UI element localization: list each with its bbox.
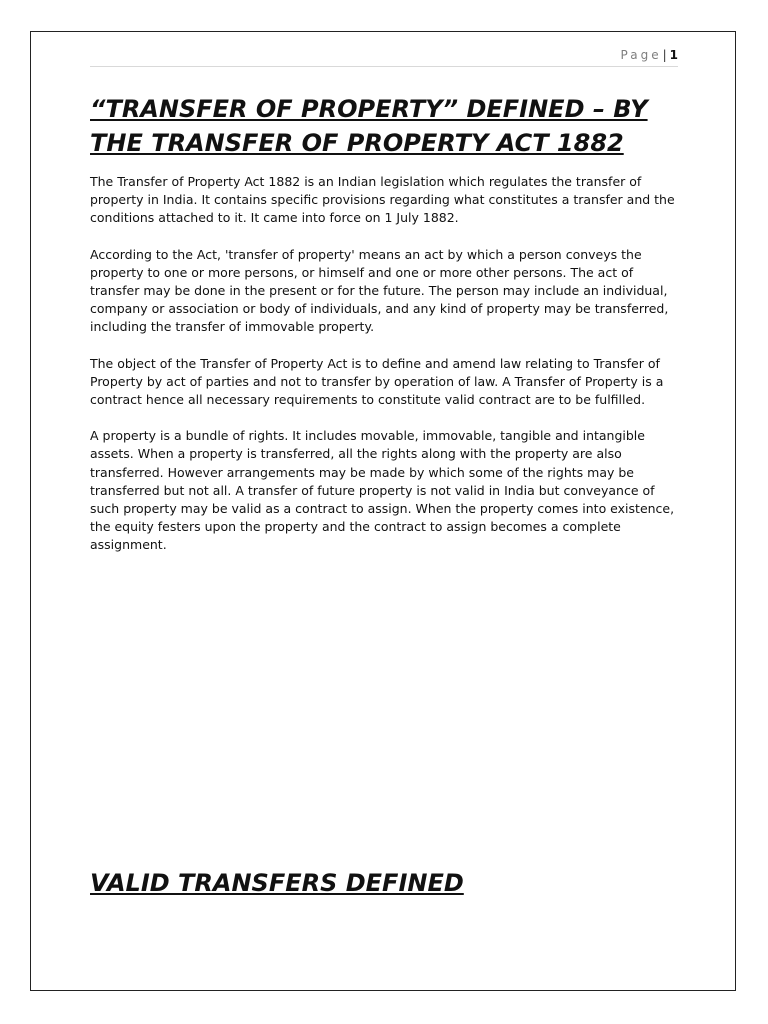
paragraph-1: The Transfer of Property Act 1882 is an Indian legislation which regulates the transfer of property in India. It contains specific provisions regarding what constitutes a transfer and the conditions attached to it. It came into force on 1 July 1882. [90, 174, 675, 226]
document-title-line-1: “TRANSFER OF PROPERTY” DEFINED – BY [90, 95, 648, 123]
paragraph-3: The object of the Transfer of Property Act is to define and amend law relating to Transfer of Property by act of parties and not to transfer by operation of law. A Transfer of Property is a contract hence all necessary requirements to constitute valid contract are to be fulfilled. [90, 355, 664, 408]
page-separator: | [662, 48, 667, 62]
page-number: 1 [669, 48, 678, 62]
page-header [90, 46, 678, 67]
paragraph-2: According to the Act, 'transfer of property' means an act by which a person conveys the property to one or more persons, or himself and one or more other persons. The act of transfer may be done in the present or for the future. The person may include an individual, company or association or body of individuals, and any kind of property may be transferred, including the transfer of immovable property. [90, 246, 669, 335]
section-heading: VALID TRANSFERS DEFINED [90, 869, 464, 897]
document-body [90, 173, 682, 573]
document-title [90, 92, 690, 160]
page-label: Page [620, 48, 662, 62]
document-title-line-2: THE TRANSFER OF PROPERTY ACT 1882 [90, 129, 624, 157]
paragraph-4: A property is a bundle of rights. It includes movable, immovable, tangible and intangible assets. When a property is transferred, all the rights along with the property are also transferred. However arrangements may be made by which some of the rights may be transferred but not all. A transfer of future property is not valid in India but conveyance of such property may be valid as a contract to assign. When the property comes into existence, the equity festers upon the property and the contract to assign becomes a complete assignment. [90, 428, 675, 553]
